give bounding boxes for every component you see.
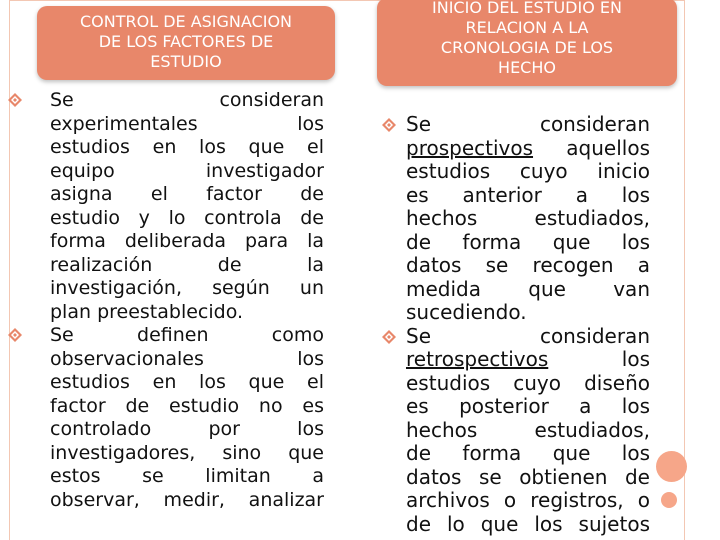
text-line: estudios cuyo diseño [406,370,650,395]
right-header-line: RELACION A LA [465,18,589,37]
decorative-circle-small [661,492,677,508]
right-column-body [382,113,650,536]
text-line: Se consideran [50,89,324,111]
left-column-body [8,89,324,512]
bullet-item-prospectivos [382,113,650,325]
decorative-circle-large [656,451,687,482]
text-line: estudio y lo controla de [50,206,324,229]
term-prospectivos: prospectivos [406,135,534,160]
term-retrospectivos: retrospectivos [406,347,549,371]
text-line: equipo investigador [50,159,324,182]
text-line: sucediendo. [406,300,527,324]
text-line: forma deliberada para la [50,230,324,252]
right-header-line: INICIO DEL ESTUDIO EN [432,0,622,17]
diamond-bullet-icon [382,330,396,344]
text-line: hechos estudiados, [406,417,650,442]
left-header-line: CONTROL DE ASIGNACION [79,12,293,31]
text-line-with-term [406,137,650,161]
text-line: de forma que los [406,441,650,465]
text-line: estudios en los que el [50,136,324,158]
text-line: Se consideran [406,323,650,348]
text-fragment: los [621,347,650,371]
text-line: datos se obtienen de [406,464,650,489]
diamond-bullet-icon [8,93,22,107]
left-column-header [37,6,335,80]
text-line: asigna el factor de [50,183,324,205]
text-line: controlado por los [50,418,324,440]
text-line: Se consideran [406,112,650,136]
text-line: estos se limitan a [50,465,324,487]
left-header-line: ESTUDIO [150,52,222,71]
text-line: investigadores, sino que [50,441,324,464]
text-line: estudios cuyo inicio [406,159,650,183]
text-line: de forma que los [406,229,650,254]
text-line-with-term [406,348,650,372]
text-line: es anterior a los [406,182,650,207]
text-line: medida que van [406,276,650,301]
bullet-item-observacionales [8,324,324,512]
bullet-item-retrospectivos [382,325,650,537]
text-line: observar, medir, analizar [50,488,324,511]
text-line: Se definen como [50,324,324,346]
text-line: factor de estudio no es [50,394,324,417]
text-line: observacionales los [50,347,324,370]
text-line: es posterior a los [406,394,650,418]
text-line: experimentales los [50,112,324,135]
left-header-line: DE LOS FACTORES DE [98,32,274,51]
text-line: realización de la [50,253,324,276]
text-line: archivos o registros, o [406,488,650,512]
text-line: de lo que los sujetos [406,511,650,536]
text-line: estudios en los que el [50,371,324,393]
diamond-bullet-icon [8,328,22,342]
text-line: hechos estudiados, [406,206,650,230]
text-line: datos se recogen a [406,253,650,277]
right-header-line: CRONOLOGIA DE LOS [440,38,614,57]
bullet-item-experimentales [8,89,324,324]
text-line: plan preestablecido. [50,300,244,323]
diamond-bullet-icon [382,118,396,132]
right-header-line: HECHO [498,58,556,77]
text-line: investigación, según un [50,277,324,299]
right-column-header [377,0,677,86]
text-fragment: aquellos [566,135,650,160]
